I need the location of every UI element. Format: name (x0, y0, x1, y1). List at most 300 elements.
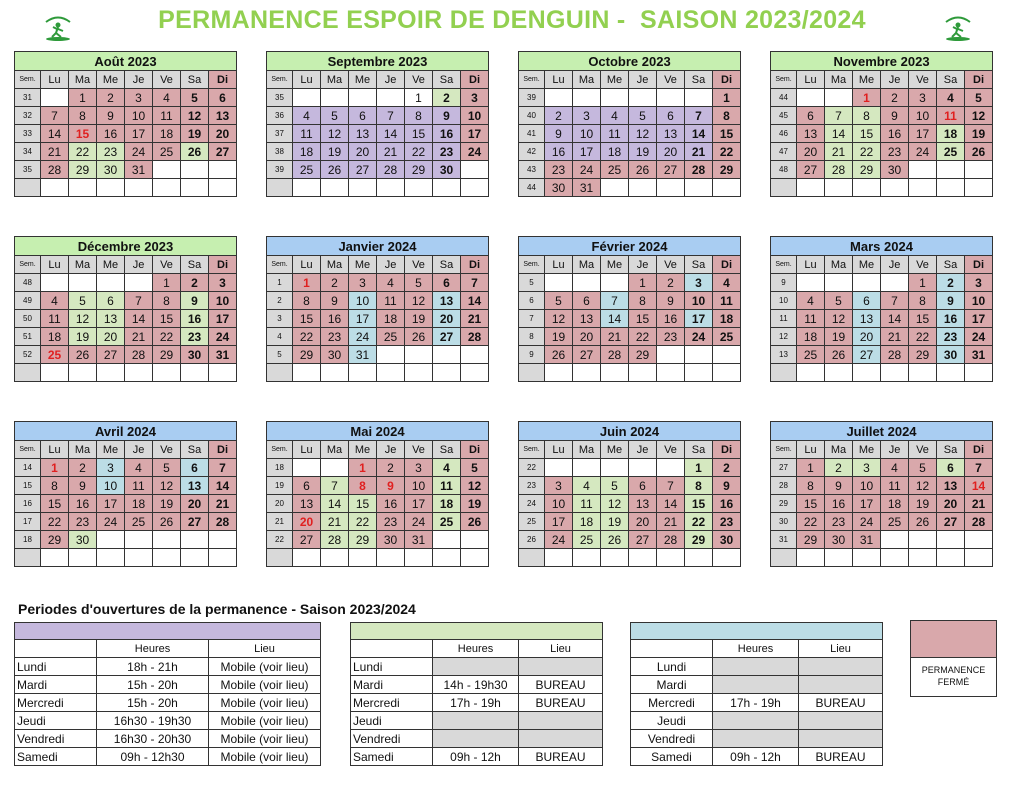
day-cell: 20 (853, 328, 881, 346)
day-cell (573, 89, 601, 107)
day-cell: 27 (629, 531, 657, 549)
day-cell: 14 (825, 125, 853, 143)
week-row (771, 364, 993, 382)
day-cell: 9 (377, 477, 405, 495)
week-number: 12 (771, 328, 797, 346)
day-cell (377, 179, 405, 197)
day-cell (601, 274, 629, 292)
week-number (267, 549, 293, 567)
period-color-swatch (351, 623, 603, 640)
month-title: Juin 2024 (519, 422, 741, 441)
day-cell: 4 (125, 459, 153, 477)
day-cell: 17 (685, 310, 713, 328)
day-cell: 24 (853, 513, 881, 531)
day-cell: 31 (209, 346, 237, 364)
day-cell: 25 (601, 161, 629, 179)
weekday-header: Ve (657, 256, 685, 274)
day-cell: 19 (601, 513, 629, 531)
day-cell: 16 (937, 310, 965, 328)
lieu-header: Lieu (519, 640, 603, 658)
day-cell: 6 (433, 274, 461, 292)
week-number: 34 (15, 143, 41, 161)
day-cell: 20 (573, 328, 601, 346)
week-number: 51 (15, 328, 41, 346)
closed-label-line1: PERMANENCE (921, 665, 986, 675)
day-cell: 12 (601, 495, 629, 513)
day-cell: 3 (461, 89, 489, 107)
weekday-header: Ma (825, 71, 853, 89)
day-cell: 25 (881, 513, 909, 531)
day-cell (41, 89, 69, 107)
day-cell: 5 (601, 477, 629, 495)
day-cell: 13 (853, 310, 881, 328)
day-cell: 2 (713, 459, 741, 477)
weekday-header: Me (601, 71, 629, 89)
day-cell: 1 (153, 274, 181, 292)
day-cell: 9 (433, 107, 461, 125)
day-cell: 5 (629, 107, 657, 125)
weekday-header: Ve (153, 71, 181, 89)
week-number: 5 (267, 346, 293, 364)
day-cell: 30 (433, 161, 461, 179)
day-cell: 15 (853, 125, 881, 143)
week-row (519, 549, 741, 567)
day-cell: 10 (405, 477, 433, 495)
day-cell (713, 549, 741, 567)
day-cell: 21 (125, 328, 153, 346)
day-cell: 4 (601, 107, 629, 125)
month-calendar (518, 421, 741, 567)
week-row (15, 179, 237, 197)
day-cell: 17 (349, 310, 377, 328)
day-cell (797, 89, 825, 107)
day-cell (601, 549, 629, 567)
day-cell: 13 (433, 292, 461, 310)
week-row (15, 310, 237, 328)
month-title: Mars 2024 (771, 237, 993, 256)
day-cell: 18 (293, 143, 321, 161)
weekday-header: Ma (321, 256, 349, 274)
day-cell: 16 (881, 125, 909, 143)
day-cell: 2 (97, 89, 125, 107)
day-cell: 5 (825, 292, 853, 310)
day-cell: 1 (69, 89, 97, 107)
day-cell (321, 179, 349, 197)
day-cell (573, 459, 601, 477)
day-cell: 10 (349, 292, 377, 310)
day-cell (69, 549, 97, 567)
day-cell: 19 (69, 328, 97, 346)
day-cell (321, 364, 349, 382)
day-cell (937, 364, 965, 382)
closed-legend-label (911, 658, 996, 688)
weekday-header: Lu (41, 441, 69, 459)
day-cell: 26 (965, 143, 993, 161)
day-cell: 28 (881, 346, 909, 364)
day-label: Mardi (351, 676, 433, 694)
month-title: Septembre 2023 (267, 52, 489, 71)
day-cell: 29 (685, 531, 713, 549)
day-cell (97, 531, 125, 549)
day-cell (937, 549, 965, 567)
day-cell: 7 (461, 274, 489, 292)
hours-row (15, 730, 321, 748)
day-cell: 14 (881, 310, 909, 328)
day-cell: 26 (909, 513, 937, 531)
day-label: Samedi (631, 748, 713, 766)
day-cell: 3 (965, 274, 993, 292)
blank-header (15, 640, 97, 658)
week-number: 47 (771, 143, 797, 161)
day-cell: 20 (97, 328, 125, 346)
day-cell: 12 (629, 125, 657, 143)
day-cell (209, 531, 237, 549)
day-cell (461, 364, 489, 382)
week-row (15, 107, 237, 125)
week-row (267, 107, 489, 125)
weekday-header: Je (125, 441, 153, 459)
day-cell: 1 (797, 459, 825, 477)
day-cell (685, 549, 713, 567)
day-cell (573, 364, 601, 382)
week-row (267, 549, 489, 567)
day-cell: 10 (461, 107, 489, 125)
day-cell (937, 531, 965, 549)
week-row (771, 107, 993, 125)
weekday-header: Je (377, 256, 405, 274)
day-cell: 29 (405, 161, 433, 179)
week-row (15, 495, 237, 513)
day-cell: 15 (405, 125, 433, 143)
day-cell (965, 161, 993, 179)
day-cell: 23 (181, 328, 209, 346)
day-cell (125, 531, 153, 549)
day-cell: 27 (349, 161, 377, 179)
day-cell: 5 (181, 89, 209, 107)
day-cell: 6 (797, 107, 825, 125)
day-cell: 7 (377, 107, 405, 125)
day-cell: 12 (181, 107, 209, 125)
day-cell: 14 (377, 125, 405, 143)
day-cell: 14 (209, 477, 237, 495)
hours-row (631, 694, 883, 712)
day-cell: 31 (573, 179, 601, 197)
week-row (267, 513, 489, 531)
week-row (771, 143, 993, 161)
day-cell (377, 364, 405, 382)
day-cell: 9 (321, 292, 349, 310)
week-row (15, 328, 237, 346)
day-cell (909, 531, 937, 549)
week-number: 36 (267, 107, 293, 125)
day-cell: 19 (153, 495, 181, 513)
hours-row (15, 676, 321, 694)
day-cell: 11 (41, 310, 69, 328)
week-row (15, 364, 237, 382)
heures-header: Heures (713, 640, 799, 658)
weekday-header: Me (97, 71, 125, 89)
day-cell: 31 (853, 531, 881, 549)
day-cell: 15 (909, 310, 937, 328)
week-number: 6 (519, 292, 545, 310)
week-number: 39 (267, 161, 293, 179)
week-row (519, 143, 741, 161)
day-cell (209, 364, 237, 382)
week-number: 15 (15, 477, 41, 495)
day-label: Mardi (15, 676, 97, 694)
week-number: 32 (15, 107, 41, 125)
day-cell: 23 (713, 513, 741, 531)
day-cell: 13 (97, 310, 125, 328)
day-cell: 24 (965, 328, 993, 346)
day-cell: 28 (601, 346, 629, 364)
week-row (771, 179, 993, 197)
day-cell: 6 (573, 292, 601, 310)
location-value (799, 676, 883, 694)
day-cell: 27 (97, 346, 125, 364)
day-cell: 16 (825, 495, 853, 513)
day-cell (601, 89, 629, 107)
day-cell: 3 (405, 459, 433, 477)
day-cell (629, 89, 657, 107)
week-number: 18 (267, 459, 293, 477)
day-cell: 26 (461, 513, 489, 531)
day-cell: 29 (293, 346, 321, 364)
hours-value (713, 676, 799, 694)
day-cell: 7 (825, 107, 853, 125)
hours-table-green (350, 622, 603, 766)
day-cell (713, 179, 741, 197)
week-row (771, 125, 993, 143)
week-number (15, 364, 41, 382)
weekday-header: Sa (433, 71, 461, 89)
weekday-header: Ve (657, 71, 685, 89)
weekday-header: Je (125, 71, 153, 89)
week-number: 24 (519, 495, 545, 513)
weekday-header: Lu (41, 71, 69, 89)
day-cell: 27 (433, 328, 461, 346)
hours-row (351, 748, 603, 766)
week-number: 45 (771, 107, 797, 125)
weekday-header: Sa (685, 441, 713, 459)
week-number: 28 (771, 477, 797, 495)
day-cell (545, 459, 573, 477)
day-cell (853, 364, 881, 382)
day-cell (825, 179, 853, 197)
day-cell: 14 (321, 495, 349, 513)
week-number: 21 (267, 513, 293, 531)
weekday-header: Sa (937, 71, 965, 89)
weekday-header: Di (209, 256, 237, 274)
weekday-header: Je (125, 256, 153, 274)
day-cell: 5 (405, 274, 433, 292)
week-row (771, 495, 993, 513)
location-value: Mobile (voir lieu) (209, 658, 321, 676)
day-cell: 9 (881, 107, 909, 125)
day-cell (797, 274, 825, 292)
day-cell: 11 (713, 292, 741, 310)
day-cell: 14 (601, 310, 629, 328)
day-cell: 8 (69, 107, 97, 125)
week-row (519, 292, 741, 310)
day-cell: 25 (433, 513, 461, 531)
day-label: Samedi (351, 748, 433, 766)
week-row (519, 459, 741, 477)
day-cell: 14 (685, 125, 713, 143)
day-cell: 10 (853, 477, 881, 495)
week-row (771, 513, 993, 531)
week-number: 48 (15, 274, 41, 292)
day-cell (461, 549, 489, 567)
week-column-header: Sem. (771, 256, 797, 274)
day-cell: 20 (209, 125, 237, 143)
day-cell (181, 161, 209, 179)
day-cell (349, 179, 377, 197)
day-cell: 7 (125, 292, 153, 310)
day-cell (629, 179, 657, 197)
hours-row (15, 712, 321, 730)
weekday-header: Lu (41, 256, 69, 274)
weekday-header: Lu (293, 441, 321, 459)
weekday-header: Sa (181, 256, 209, 274)
hours-value: 15h - 20h (97, 694, 209, 712)
day-cell (601, 364, 629, 382)
month-title: Novembre 2023 (771, 52, 993, 71)
hours-value: 16h30 - 19h30 (97, 712, 209, 730)
day-cell: 9 (181, 292, 209, 310)
day-cell: 21 (601, 328, 629, 346)
day-cell: 8 (293, 292, 321, 310)
day-label: Vendredi (351, 730, 433, 748)
week-row (267, 477, 489, 495)
week-number (771, 549, 797, 567)
day-cell (41, 179, 69, 197)
day-cell: 10 (685, 292, 713, 310)
week-column-header: Sem. (267, 256, 293, 274)
hours-value: 16h30 - 20h30 (97, 730, 209, 748)
day-cell: 16 (657, 310, 685, 328)
day-cell: 14 (461, 292, 489, 310)
day-cell: 1 (685, 459, 713, 477)
day-label: Vendredi (631, 730, 713, 748)
week-number: 22 (267, 531, 293, 549)
day-label: Mercredi (351, 694, 433, 712)
week-column-header: Sem. (15, 441, 41, 459)
week-column-header: Sem. (519, 71, 545, 89)
weekday-header: Je (629, 441, 657, 459)
day-cell (657, 549, 685, 567)
day-cell: 24 (97, 513, 125, 531)
day-cell: 1 (41, 459, 69, 477)
weekday-header: Ve (153, 441, 181, 459)
day-label: Jeudi (15, 712, 97, 730)
day-cell: 14 (965, 477, 993, 495)
day-cell: 3 (685, 274, 713, 292)
day-cell: 6 (853, 292, 881, 310)
day-cell: 24 (685, 328, 713, 346)
day-label: Jeudi (631, 712, 713, 730)
day-cell: 22 (853, 143, 881, 161)
week-number: 31 (771, 531, 797, 549)
day-cell: 13 (573, 310, 601, 328)
day-cell: 20 (797, 143, 825, 161)
week-row (771, 292, 993, 310)
day-cell (937, 161, 965, 179)
weekday-header: Ma (69, 441, 97, 459)
day-cell: 11 (797, 310, 825, 328)
page-title: PERMANENCE ESPOIR DE DENGUIN - SAISON 2023/2024 (158, 6, 866, 34)
weekday-header: Me (853, 71, 881, 89)
day-cell: 9 (97, 107, 125, 125)
day-cell: 8 (797, 477, 825, 495)
day-cell: 29 (713, 161, 741, 179)
day-cell (825, 364, 853, 382)
weekday-header: Ve (909, 71, 937, 89)
week-row (15, 346, 237, 364)
day-cell: 15 (69, 125, 97, 143)
weekday-header: Lu (545, 71, 573, 89)
day-cell: 16 (69, 495, 97, 513)
hours-value: 09h - 12h30 (97, 748, 209, 766)
week-number: 39 (519, 89, 545, 107)
day-cell: 13 (629, 495, 657, 513)
month-calendar (266, 236, 489, 382)
day-cell: 28 (321, 531, 349, 549)
weekday-header: Ma (69, 71, 97, 89)
day-cell: 2 (937, 274, 965, 292)
weekday-header: Me (601, 441, 629, 459)
day-cell: 25 (293, 161, 321, 179)
hours-value (433, 730, 519, 748)
day-cell: 4 (153, 89, 181, 107)
day-cell: 2 (377, 459, 405, 477)
day-cell: 6 (97, 292, 125, 310)
location-value (519, 712, 603, 730)
day-cell (909, 364, 937, 382)
week-number (267, 364, 293, 382)
day-cell: 22 (153, 328, 181, 346)
day-cell (545, 364, 573, 382)
day-cell: 7 (601, 292, 629, 310)
day-cell: 29 (69, 161, 97, 179)
day-cell: 13 (209, 107, 237, 125)
weekday-header: Ma (825, 256, 853, 274)
month-title: Mai 2024 (267, 422, 489, 441)
day-cell: 11 (153, 107, 181, 125)
day-cell: 12 (405, 292, 433, 310)
day-cell: 27 (181, 513, 209, 531)
day-cell (209, 161, 237, 179)
day-cell (181, 549, 209, 567)
day-cell (209, 549, 237, 567)
day-cell: 8 (685, 477, 713, 495)
day-cell: 18 (153, 125, 181, 143)
weekday-header: Ma (321, 441, 349, 459)
week-column-header: Sem. (771, 71, 797, 89)
weekday-header: Ve (909, 441, 937, 459)
week-row (519, 179, 741, 197)
day-cell: 19 (321, 143, 349, 161)
day-cell: 16 (97, 125, 125, 143)
day-cell: 15 (713, 125, 741, 143)
week-number: 44 (519, 179, 545, 197)
day-cell: 22 (293, 328, 321, 346)
week-number: 42 (519, 143, 545, 161)
day-cell: 21 (461, 310, 489, 328)
hours-row (631, 748, 883, 766)
weekday-header: Me (853, 441, 881, 459)
week-number: 25 (519, 513, 545, 531)
